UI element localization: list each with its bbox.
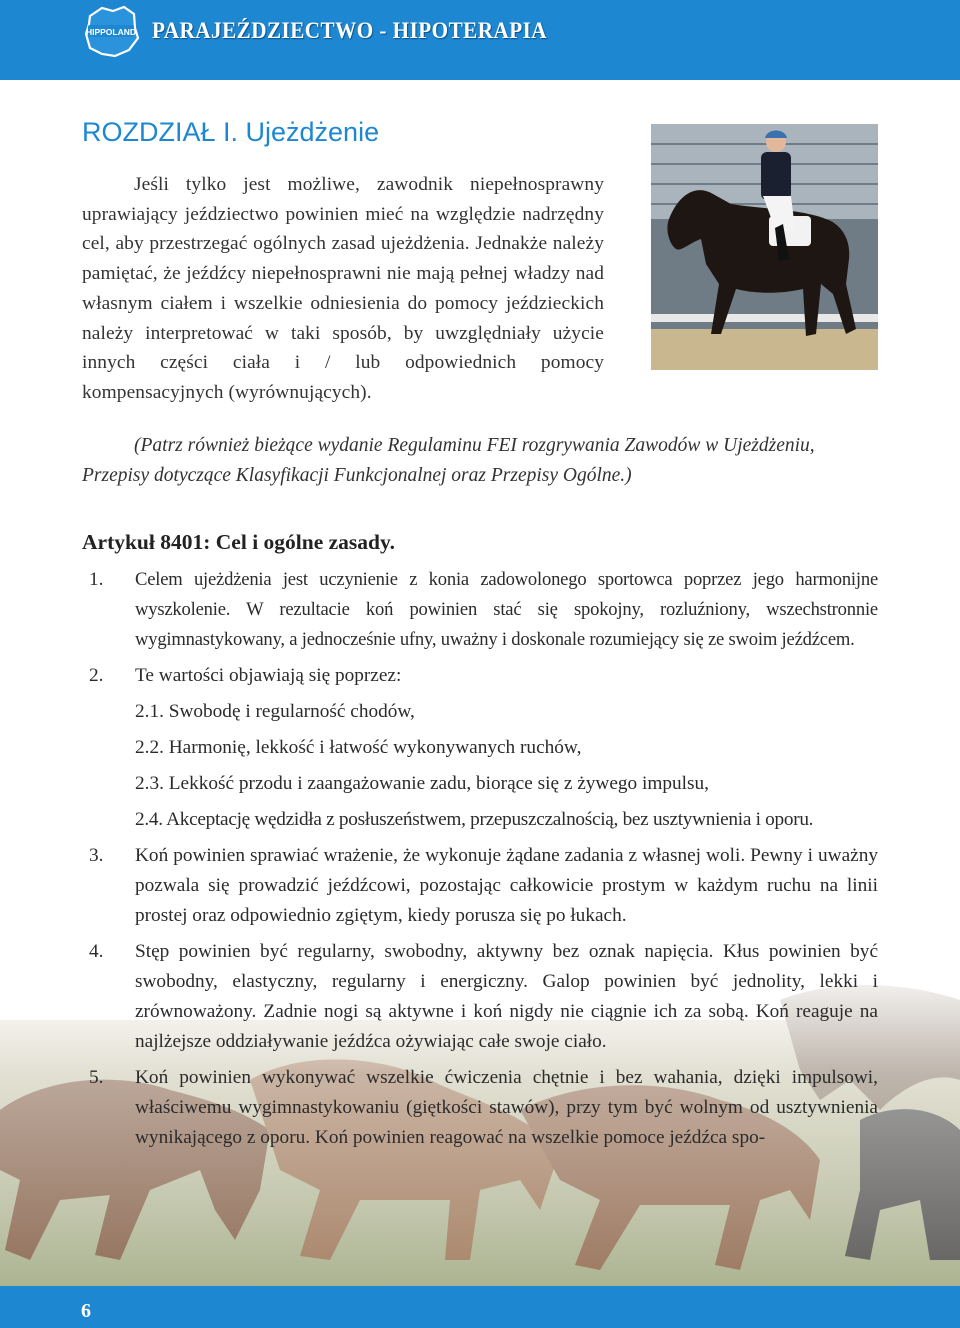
item-number: 2. (89, 665, 104, 686)
item-number: 5. (89, 1067, 104, 1088)
list-item (82, 841, 878, 931)
item-number: 4. (89, 941, 104, 962)
item-text: Koń powinien sprawiać wrażenie, że wykonuje żądane zadania z własnej woli. Pewny i uważny pozwala się prowadzić jeźdźcowi, pozostając całkowicie prostym w każdym ruchu na linii prostej oraz odpowiednio zgiętym, kiedy porusza się po łukach. (135, 845, 878, 926)
page-footer (0, 1286, 960, 1328)
sub-item: 2.1. Swobodę i regularność chodów, (135, 701, 415, 722)
sub-item: 2.2. Harmonię, lekkość i łatwość wykonywanych ruchów, (135, 737, 582, 758)
intro-paragraph: Jeśli tylko jest możliwe, zawodnik niepełnosprawny uprawiający jeździectwo powinien mieć na względzie nadrzędny cel, aby przestrzegać ogólnych zasad ujeżdżenia. Jednakże należy pamiętać, że jeźdźcy niepełnosprawni nie mają pełnej władzy nad własnym ciałem i wszelkie odniesienia do pomocy jeździeckich należy interpretować w taki sposób, by uwzględniały użycie innych części ciała i / lub odpowiednich pomocy kompensacyjnych (wyrównujących). (82, 174, 604, 403)
list-item (82, 565, 878, 655)
item-text: Celem ujeżdżenia jest uczynienie z konia zadowolonego sportowca poprzez jego harmonijne wyszkolenie. W rezultacie koń powinien stać się spokojny, rozluźniony, wszechstronnie wygimnastykowany, a jednocześnie ufny, uważny i doskonale rozumiejący się ze swoim jeźdźcem. (135, 569, 878, 650)
list-item (82, 937, 878, 1057)
item-text: Koń powinien wykonywać wszelkie ćwiczenia chętnie i bez wahania, dzięki impulsowi, właściwemu wygimnastykowaniu (giętkości stawów), przy tym być wolnym od usztywnienia wynikającego z oporu. Koń powinien reagować na wszelkie pomoce jeźdźca spo- (135, 1067, 878, 1148)
list-item (82, 1063, 878, 1153)
sub-item: 2.3. Lekkość przodu i zaangażowanie zadu, biorące się z żywego impulsu, (135, 773, 709, 794)
dressage-rider-photo (651, 124, 878, 370)
sub-item: 2.4. Akceptację wędzidła z posłuszeństwem, przepuszczalnością, bez usztywnienia i oporu. (135, 809, 814, 830)
header-title: PARAJEŹDZIECTWO - HIPOTERAPIA (152, 18, 548, 43)
item-text: Stęp powinien być regularny, swobodny, aktywny bez oznak napięcia. Kłus powinien być swobodny, elastyczny, regularny i energiczny. Galop powinien być jednolity, lekki i zrównoważony. Zadnie nogi są aktywne i koń nigdy nie ciągnie ich za sobą. Koń reaguje na najlżejsze oddziaływanie jeźdźca ożywiając całe swoje ciało. (135, 941, 878, 1052)
item-number: 1. (89, 569, 104, 590)
logo-text: HIPPOLAND (85, 27, 137, 37)
hippoland-logo (82, 2, 140, 60)
item-text: Te wartości objawiają się poprzez: (135, 665, 402, 686)
article-list (82, 565, 878, 1153)
regulation-note: (Patrz również bieżące wydanie Regulaminu FEI rozgrywania Zawodów w Ujeżdżeniu, Przepisy dotyczące Klasyfikacji Funkcjonalnej oraz Przepisy Ogólne.) (82, 435, 815, 486)
article-heading: Artykuł 8401: Cel i ogólne zasady. (82, 530, 395, 554)
page-number: 6 (81, 1300, 91, 1322)
item-number: 3. (89, 845, 104, 866)
chapter-title: ROZDZIAŁ I. Ujeżdżenie (82, 117, 380, 147)
list-item (82, 661, 878, 691)
